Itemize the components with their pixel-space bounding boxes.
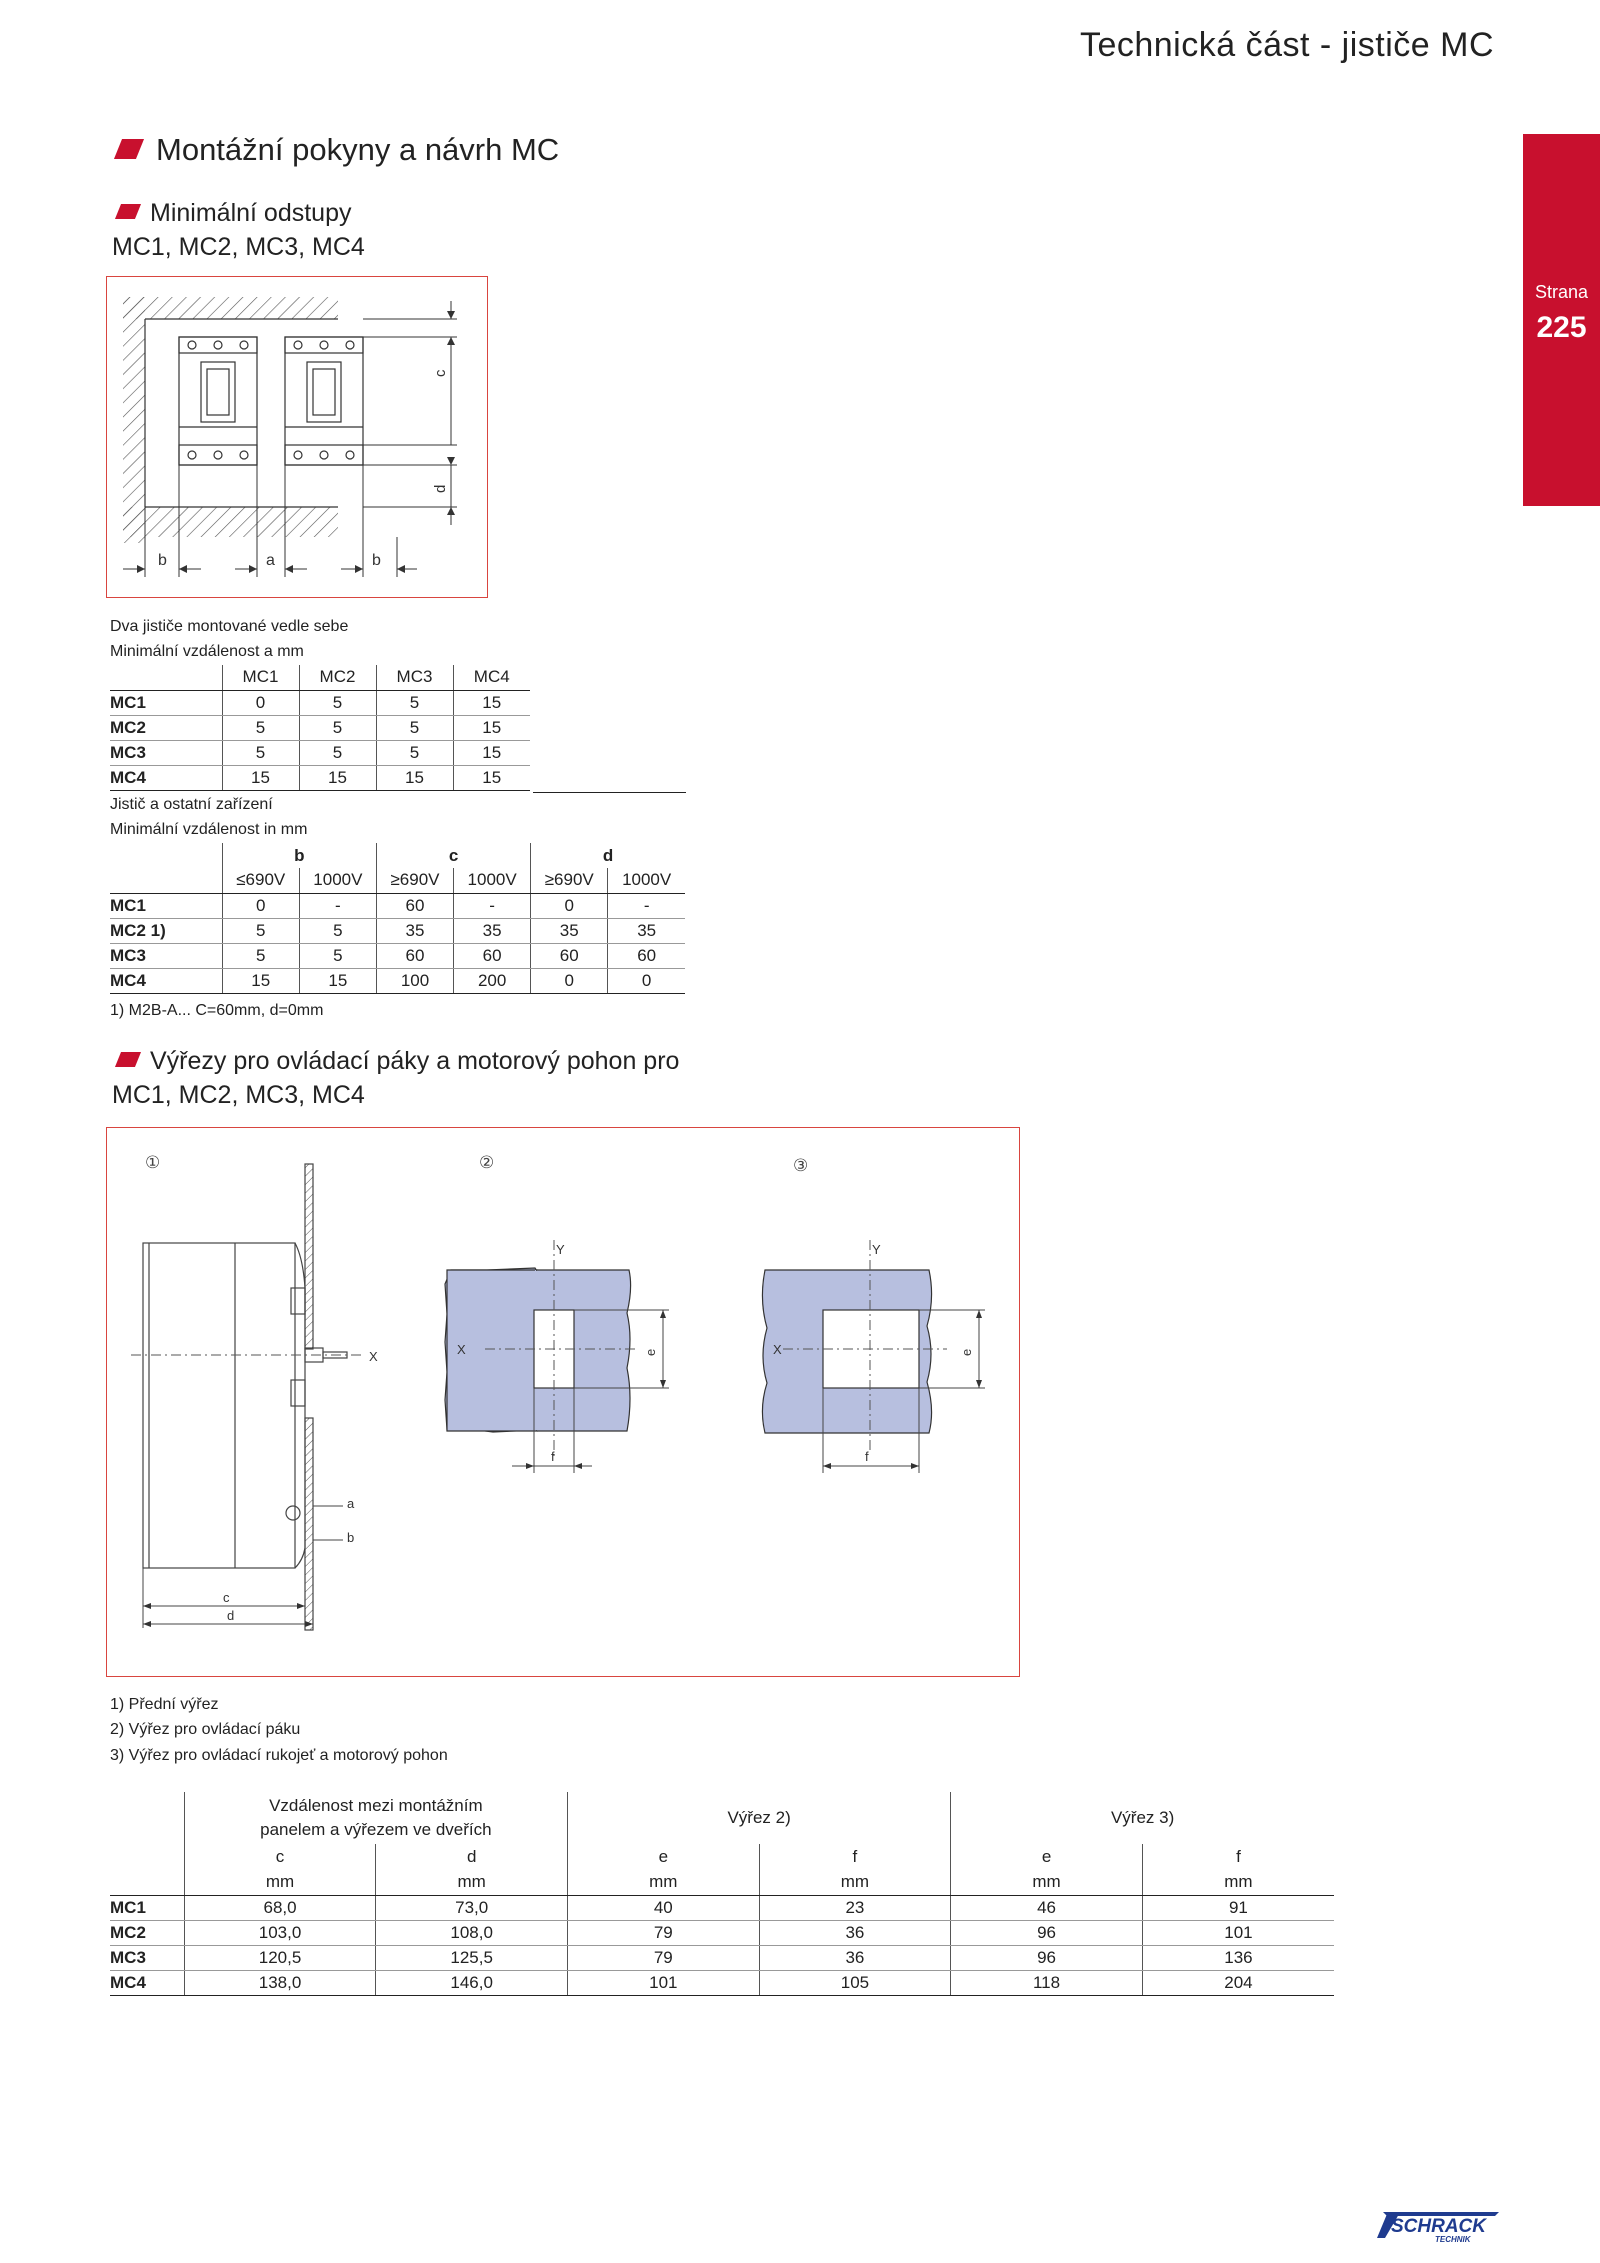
- figure-minimum-distances: [106, 276, 488, 598]
- front-cutout-side-view: [143, 1164, 347, 1630]
- page-header-title: Technická část - jističe MC: [1079, 26, 1494, 64]
- note-2: 2) Výřez pro ovládací páku: [110, 1721, 301, 1738]
- group-header-b: b: [222, 843, 376, 868]
- figure-cutouts: [106, 1127, 1020, 1677]
- footnote-m2b: 1) M2B-A... C=60mm, d=0mm: [110, 1002, 324, 1019]
- label-a: a: [266, 552, 275, 569]
- page-number-tab: [1523, 134, 1600, 506]
- axis-y-label-3: Y: [872, 1242, 881, 1257]
- page-number: 225: [1536, 311, 1587, 344]
- table-row: MC2 103,0 108,0 79 36 96 101: [110, 1920, 1334, 1945]
- note-1: 1) Přední výřez: [110, 1696, 219, 1713]
- table-row: MC4 138,0 146,0 101 105 118 204: [110, 1970, 1334, 1995]
- table-other-devices: b c d ≤690V 1000V ≥690V 1000V ≥690V 1000V MC1 0 - 60 - 0 - MC2 1) 5 5 35 35 35 35 MC3 5 5 60 60 60 60 MC4 15 15 100 200 0 0: [110, 843, 685, 994]
- table-side-by-side: [110, 665, 530, 791]
- group-header-distance: Vzdálenost mezi montážním panelem a výřezem ve dveřích: [184, 1792, 567, 1844]
- bullet-marker-icon: [115, 1052, 141, 1067]
- col-header-mc3: MC3: [376, 665, 453, 690]
- table-cutouts: Vzdálenost mezi montážním panelem a výřezem ve dveřích Výřez 2) Výřez 3) c d e f e f mm mm mm mm mm mm MC1 68,0 73,0 40 23 46 91 MC2 103,0 108,0 79 36 96 101 MC3 120,5 125,5 79 36 96 136 MC4 138,0 146,0 101 105 118 204: [110, 1792, 1334, 1996]
- col-header-mc4: MC4: [453, 665, 530, 690]
- page-label: Strana: [1534, 282, 1589, 302]
- label-f-2: f: [551, 1449, 555, 1464]
- label-d: d: [227, 1608, 235, 1623]
- label-e-3: e: [959, 1348, 974, 1356]
- section-heading-main: Montážní pokyny a návrh MC: [118, 132, 559, 168]
- svg-text:SCHRACK: SCHRACK: [1391, 2216, 1486, 2237]
- distances-diagram: [107, 277, 489, 599]
- table-row: MC1 0 5 5 15: [110, 690, 530, 715]
- label-c: c: [432, 369, 449, 377]
- table-rule: [533, 792, 686, 793]
- bullet-marker-icon: [115, 204, 141, 219]
- table-row: MC4 15 15 100 200 0 0: [110, 968, 685, 993]
- bullet-marker-icon: [114, 139, 144, 159]
- label-a: a: [347, 1496, 355, 1511]
- col-header-mc1: MC1: [222, 665, 299, 690]
- axis-x-label: X: [369, 1349, 378, 1364]
- table-row: MC1 68,0 73,0 40 23 46 91: [110, 1895, 1334, 1920]
- group-header-cutout-3: Výřez 3): [951, 1792, 1334, 1844]
- label-b-left: b: [158, 552, 167, 569]
- caption-min-distance-mm: Minimální vzdálenost in mm: [110, 821, 308, 838]
- table-row: MC2 1) 5 5 35 35 35 35: [110, 918, 685, 943]
- caption-other-devices: Jistič a ostatní zařízení: [110, 796, 273, 813]
- axis-x-label-2: X: [457, 1342, 466, 1357]
- label-d: d: [432, 484, 449, 493]
- table-row: MC2 5 5 5 15: [110, 715, 530, 740]
- axis-x-label-3: X: [773, 1342, 782, 1357]
- label-fig-1: ①: [145, 1153, 161, 1172]
- breaker-left: [179, 337, 257, 465]
- breaker-right: [285, 337, 363, 465]
- table-row: MC1 0 - 60 - 0 -: [110, 893, 685, 918]
- section-heading-cutouts: Výřezy pro ovládací páky a motorový pohon pro MC1, MC2, MC3, MC4: [112, 1047, 680, 1109]
- label-b: b: [347, 1530, 355, 1545]
- label-c: c: [223, 1590, 230, 1605]
- label-e-2: e: [643, 1348, 658, 1356]
- table-row: MC4 15 15 15 15: [110, 765, 530, 790]
- caption-min-distance-a: Minimální vzdálenost a mm: [110, 643, 304, 660]
- group-header-d: d: [531, 843, 685, 868]
- table-row: MC3 120,5 125,5 79 36 96 136: [110, 1945, 1334, 1970]
- caption-side-by-side: Dva jističe montované vedle sebe: [110, 618, 349, 635]
- axis-y-label-2: Y: [556, 1242, 565, 1257]
- label-fig-3: ③: [793, 1156, 809, 1175]
- cutouts-diagram: [107, 1128, 1021, 1678]
- label-fig-2: ②: [479, 1153, 495, 1172]
- col-header-mc2: MC2: [299, 665, 376, 690]
- schrack-logo: [1377, 2208, 1505, 2249]
- note-3: 3) Výřez pro ovládací rukojeť a motorový pohon: [110, 1747, 448, 1764]
- table-row: MC3 5 5 5 15: [110, 740, 530, 765]
- section-heading-distances: Minimální odstupy MC1, MC2, MC3, MC4: [112, 199, 365, 261]
- svg-text:TECHNIK: TECHNIK: [1435, 2235, 1471, 2244]
- logo-graphic: [1377, 2208, 1505, 2244]
- label-b-right: b: [372, 552, 381, 569]
- label-f-3: f: [865, 1449, 869, 1464]
- table-row: MC3 5 5 60 60 60 60: [110, 943, 685, 968]
- group-header-cutout-2: Výřez 2): [567, 1792, 950, 1844]
- group-header-c: c: [376, 843, 530, 868]
